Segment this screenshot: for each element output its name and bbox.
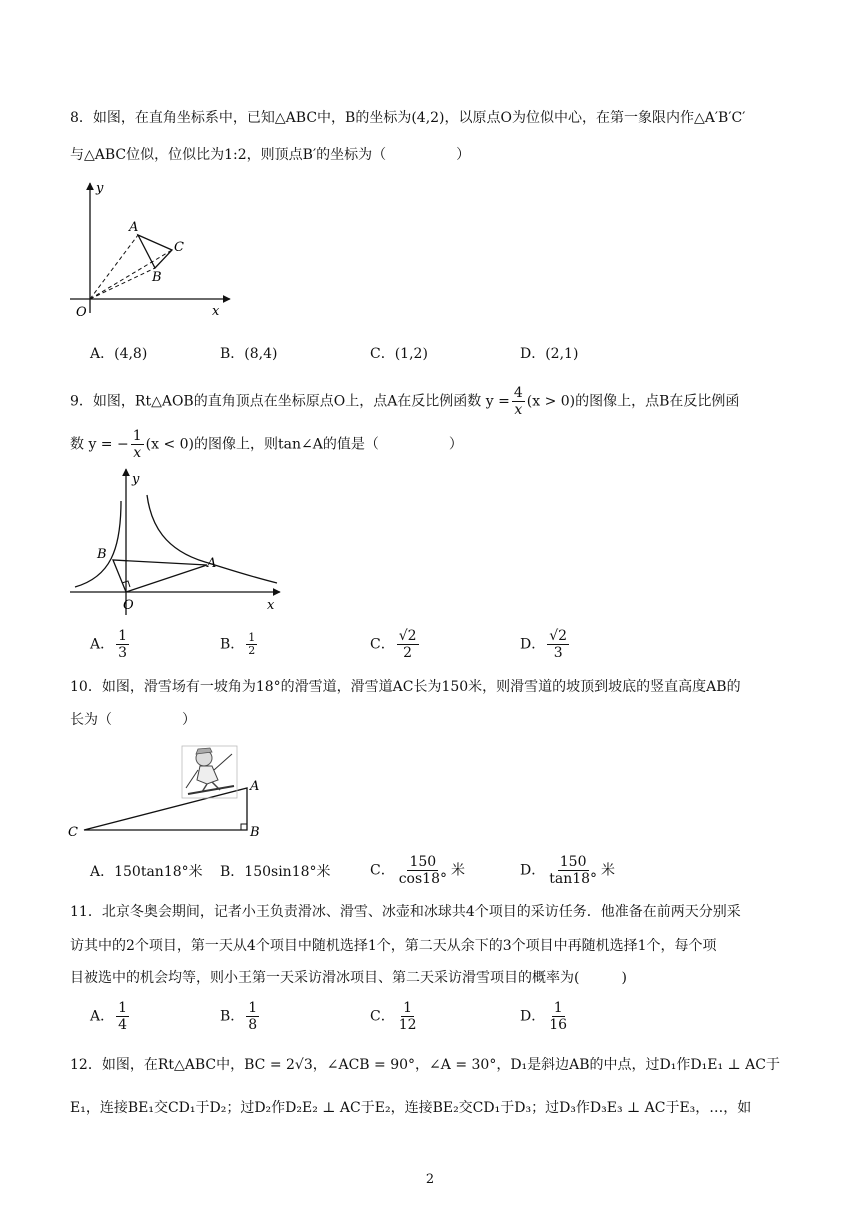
q9-option-d-fraction <box>547 628 569 661</box>
q11-option-b-den: 8 <box>248 1017 258 1033</box>
q10-option-d-den: tan18° <box>549 871 598 887</box>
q10-label-b: B <box>250 825 260 840</box>
q9-option-b-fraction <box>246 632 257 657</box>
q9-line-1-pre: 9．如图，Rt△AOB的直角顶点在坐标原点O上，点A在反比例函数 y = <box>70 393 510 410</box>
q9-option-c <box>370 628 421 661</box>
q11-option-d-den: 16 <box>549 1017 568 1033</box>
q10-option-c-fraction <box>397 854 449 887</box>
q9-line-2-pre: 数 y = − <box>70 436 129 453</box>
q9-option-d-num: √2 <box>549 628 568 644</box>
q11-option-c-num: 1 <box>403 1000 413 1016</box>
q11-option-c-label: C． <box>370 1008 395 1025</box>
q10-option-d <box>520 854 615 887</box>
q8-option-d: D．(2,1) <box>520 346 579 362</box>
q9-option-d-den: 3 <box>553 645 563 661</box>
q11-line-2: 访其中的2个项目，第一天从4个项目中随机选择1个，第二天从余下的3个项目中再随机选择1个，每个项 <box>70 938 717 954</box>
q11-line-1: 11．北京冬奥会期间，记者小王负责滑冰、滑雪、冰壶和冰球共4个项目的采访任务．他准备在前两天分别采 <box>70 904 741 920</box>
q8-figure <box>60 178 240 323</box>
q9-line-2-post: (x < 0)的图像上，则tan∠A的值是（ ） <box>145 436 463 453</box>
q9-option-a-num: 1 <box>118 628 128 644</box>
q9-curve-neg-1-over-x <box>75 501 121 587</box>
q9-option-a <box>90 628 131 661</box>
q10-line-1: 10．如图，滑雪场有一坡角为18°的滑雪道，滑雪道AC长为150米，则滑雪道的坡顶到坡底的竖直高度AB的 <box>70 679 741 695</box>
q8-ob-dashed <box>90 268 155 299</box>
q11-option-d-label: D． <box>520 1008 546 1025</box>
q12-line-2: E₁，连接BE₁交CD₁于D₂；过D₂作D₂E₂ ⊥ AC于E₂，连接BE₂交CD₁于D₃；过D₃作D₃E₃ ⊥ AC于E₃，…，如 <box>70 1100 752 1116</box>
q11-option-b-label: B． <box>220 1008 245 1025</box>
q10-option-d-num: 150 <box>559 854 587 870</box>
q9-label-x: x <box>267 598 275 613</box>
q9-label-o: O <box>123 598 134 613</box>
q10-option-c-unit: 米 <box>451 862 465 879</box>
skier-icon <box>182 746 237 798</box>
q11-option-a-num: 1 <box>118 1000 128 1016</box>
q9-line-2 <box>70 428 463 461</box>
q9-frac2-num: 1 <box>132 428 142 444</box>
q8-option-b: B．(8,4) <box>220 346 278 362</box>
q9-option-b <box>220 632 259 657</box>
q10-option-c-label: C． <box>370 862 395 879</box>
q10-option-d-fraction <box>547 854 599 887</box>
q9-fraction-1-over-x <box>131 428 144 461</box>
q9-option-c-den: 2 <box>403 645 413 661</box>
q11-option-a-den: 4 <box>118 1017 128 1033</box>
q9-option-a-fraction <box>116 628 129 661</box>
q9-option-c-label: C． <box>370 636 395 653</box>
q10-option-a: A．150tan18°米 <box>90 864 203 880</box>
q9-label-y: y <box>132 472 140 487</box>
q9-label-b: B <box>97 547 107 562</box>
q10-label-c: C <box>68 825 78 840</box>
q12-line-1: 12．如图，在Rt△ABC中，BC = 2√3，∠ACB = 90°，∠A = 30°，D₁是斜边AB的中点，过D₁作D₁E₁ ⊥ AC于 <box>70 1057 780 1073</box>
q9-frac-den: x <box>514 402 523 418</box>
q10-figure <box>62 740 272 840</box>
q9-figure <box>65 465 290 620</box>
q8-label-c: C <box>174 240 184 255</box>
q9-fraction-4-over-x <box>512 385 525 418</box>
q10-option-c <box>370 854 465 887</box>
q11-option-b-num: 1 <box>248 1000 258 1016</box>
q8-option-a: A．(4,8) <box>90 346 148 362</box>
q9-line-1 <box>70 385 739 418</box>
q9-option-a-label: A． <box>90 636 115 653</box>
q11-option-a <box>90 1000 131 1033</box>
q9-option-d-label: D． <box>520 636 546 653</box>
q10-line-2: 长为（ ） <box>70 712 196 728</box>
q10-right-angle-mark <box>241 824 247 830</box>
q8-label-a: A <box>129 220 139 235</box>
q9-option-b-num: 1 <box>248 631 256 644</box>
q8-label-o: O <box>76 305 87 320</box>
q9-frac-num: 4 <box>513 385 523 401</box>
q10-slope-triangle <box>84 788 247 830</box>
q9-line-1-post: (x > 0)的图像上，点B在反比例函 <box>526 393 740 410</box>
q11-option-d <box>520 1000 571 1033</box>
q10-option-b: B．150sin18°米 <box>220 864 331 880</box>
q9-option-d <box>520 628 571 661</box>
q9-option-c-num: √2 <box>398 628 417 644</box>
q9-option-b-label: B． <box>220 636 245 653</box>
q10-label-a: A <box>250 779 260 794</box>
q8-line-2: 与△ABC位似，位似比为1:2，则顶点B′的坐标为（ ） <box>70 147 471 163</box>
q11-option-d-fraction <box>547 1000 569 1033</box>
q10-option-c-num: 150 <box>409 854 437 870</box>
q9-triangle-aob <box>113 560 207 592</box>
q11-option-c <box>370 1000 421 1033</box>
q10-option-d-label: D． <box>520 862 546 879</box>
q11-option-a-label: A． <box>90 1008 115 1025</box>
q11-option-a-fraction <box>116 1000 129 1033</box>
q11-line-3: 目被选中的机会均等，则小王第一天采访滑冰项目、第二天采访滑雪项目的概率为( ) <box>70 970 627 986</box>
q8-line-1: 8．如图，在直角坐标系中，已知△ABC中，B的坐标为(4,2)，以原点O为位似中心，在第一象限内作△A′B′C′ <box>70 110 746 126</box>
q8-triangle-abc <box>138 235 172 268</box>
q10-option-c-den: cos18° <box>398 871 447 887</box>
q8-label-y: y <box>96 181 104 196</box>
q8-oa-dashed <box>90 235 138 299</box>
q10-option-d-unit: 米 <box>601 862 616 879</box>
q9-frac2-den: x <box>133 445 142 461</box>
q11-option-b <box>220 1000 261 1033</box>
q11-option-c-den: 12 <box>398 1017 417 1033</box>
q8-option-c: C．(1,2) <box>370 346 428 362</box>
q9-option-a-den: 3 <box>118 645 128 661</box>
q8-label-x: x <box>212 304 220 319</box>
q9-label-a: A <box>207 556 217 571</box>
q9-option-c-fraction <box>397 628 419 661</box>
q11-option-c-fraction <box>397 1000 419 1033</box>
page-number: 2 <box>425 1172 435 1187</box>
q9-option-b-den: 2 <box>248 644 256 657</box>
q8-label-b: B <box>152 270 162 285</box>
q11-option-b-fraction <box>246 1000 259 1033</box>
q11-option-d-num: 1 <box>553 1000 563 1016</box>
